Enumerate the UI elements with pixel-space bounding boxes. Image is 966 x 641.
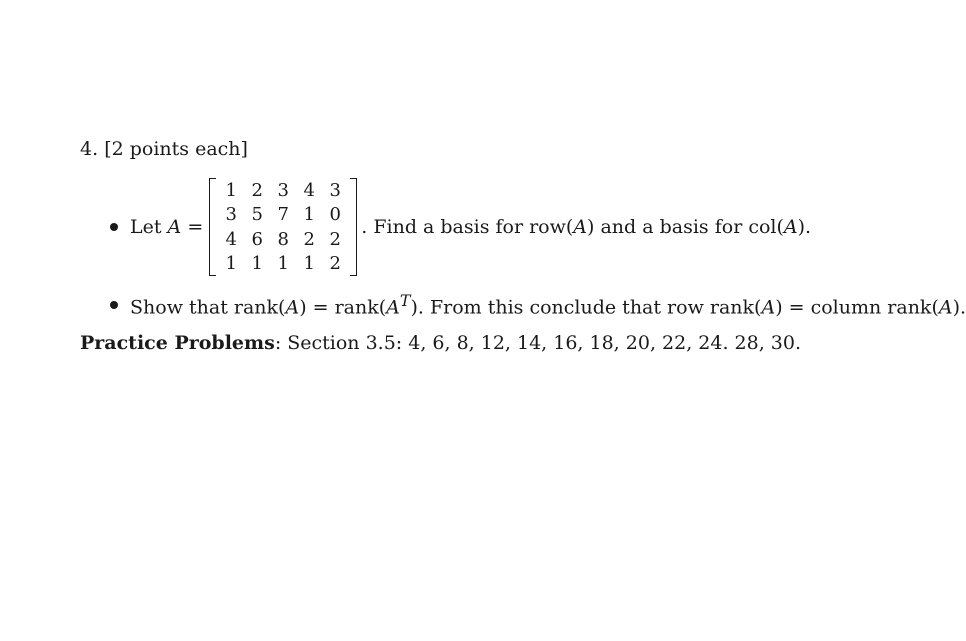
basis-instruction [361,216,811,238]
left-bracket-icon [209,178,216,276]
basis-var-1: A [573,216,588,238]
matrix-cell: 2 [329,228,341,250]
basis-text-1: . Find a basis for row( [361,216,574,238]
basis-text-2: ) and a basis for col( [587,216,784,238]
problem-number: 4. [80,138,99,160]
matrix-cell: 2 [251,179,263,201]
equals-sign: = [187,216,204,238]
bullet-item-rank [110,291,966,318]
rank-text-2: ) = rank( [299,296,387,319]
matrix-cell: 2 [303,228,315,250]
matrix-variable: A [167,216,182,238]
matrix-grid [216,178,350,276]
matrix-cell: 5 [251,204,263,226]
matrix-cell: 1 [303,253,315,275]
bullet-icon [110,301,118,309]
matrix-cell: 3 [225,204,237,226]
rank-text-3: ). From this conclude that row rank( [410,296,762,319]
rank-var-4: A [938,296,953,319]
practice-problems [80,332,801,354]
matrix-cell: 1 [251,253,263,275]
matrix-cell: 8 [277,228,289,250]
matrix-cell: 6 [251,228,263,250]
matrix-cell: 1 [225,179,237,201]
bullet-item-basis [110,178,811,276]
rank-var-3: A [761,296,776,319]
let-text: Let [130,216,162,238]
matrix-cell: 1 [303,204,315,226]
practice-label: Practice Problems [80,332,275,354]
rank-text-4: ) = column rank( [775,296,939,319]
matrix-cell: 3 [277,179,289,201]
matrix-cell: 2 [329,253,341,275]
rank-text-5: ). [952,296,966,319]
problem-points: [2 points each] [104,138,248,160]
rank-var-1: A [285,296,300,319]
basis-var-2: A [783,216,798,238]
bullet-icon [110,223,118,231]
matrix-cell: 7 [277,204,289,226]
matrix-cell: 4 [303,179,315,201]
matrix-cell: 0 [329,204,341,226]
rank-statement [130,291,966,318]
matrix [209,178,357,276]
matrix-cell: 3 [329,179,341,201]
rank-text-1: Show that rank( [130,296,286,319]
basis-text-3: ). [797,216,812,238]
transpose-superscript: T [399,291,411,310]
problem-heading [80,138,248,160]
rank-var-2: A [386,296,400,319]
practice-text: : Section 3.5: 4, 6, 8, 12, 14, 16, 18, 20, 22, 24. 28, 30. [274,332,802,354]
right-bracket-icon [350,178,357,276]
matrix-cell: 1 [277,253,289,275]
matrix-cell: 1 [225,253,237,275]
matrix-cell: 4 [225,228,237,250]
